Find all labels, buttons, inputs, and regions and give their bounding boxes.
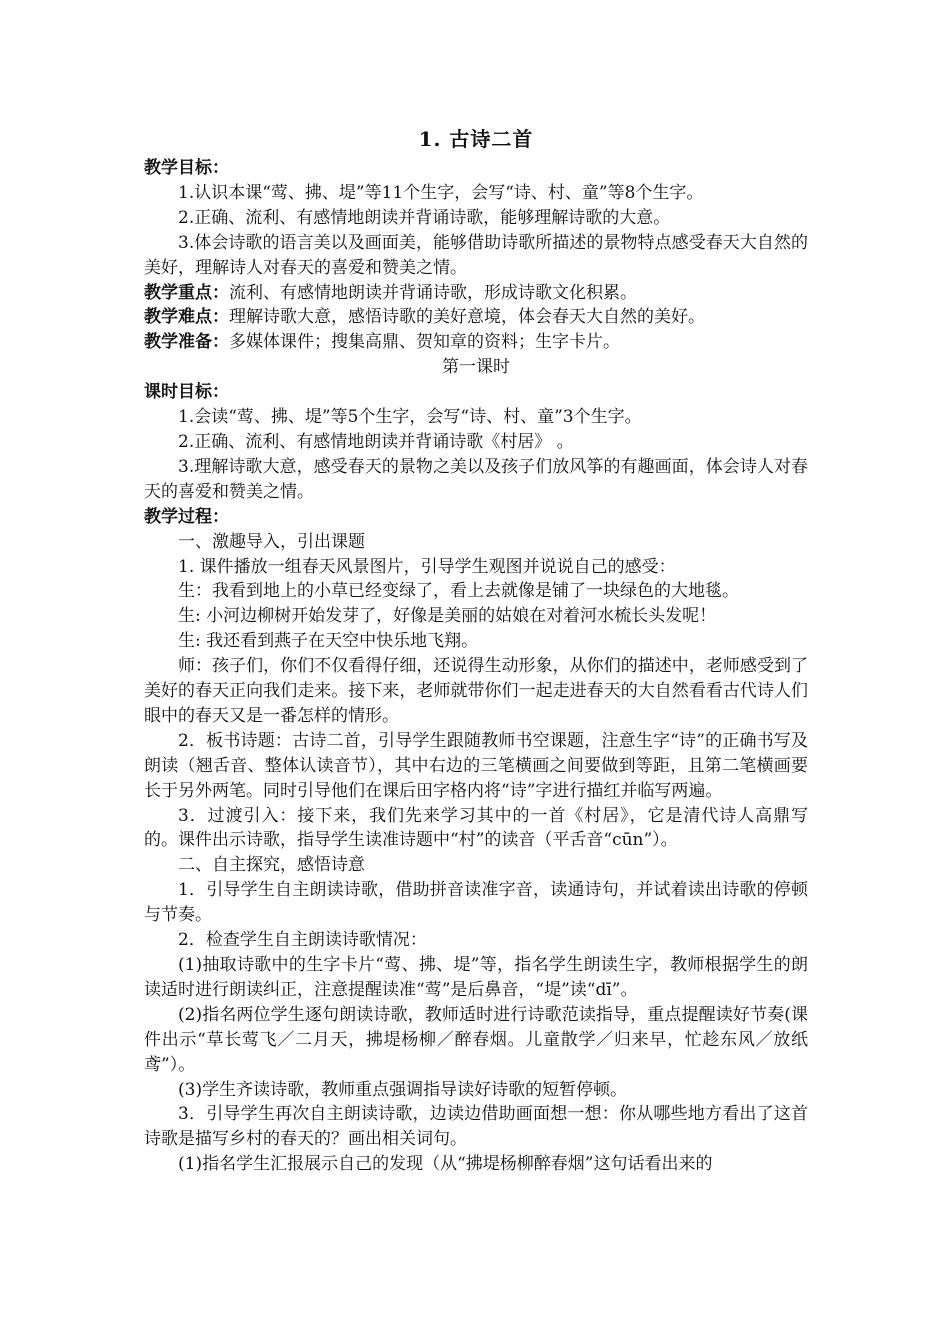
objective-item: 1.认识本课“莺、拂、堤”等11个生字，会写“诗、村、童”等8个生字。: [178, 182, 704, 203]
process-paragraph: 3．引导学生再次自主朗读诗歌，边读边借助画面想一想：你从哪些地方看出了这首诗歌是描写乡村的春天的？画出相关词句。: [144, 1104, 808, 1150]
objective-item: 3.体会诗歌的语言美以及画面美，能够借助诗歌所描述的景物特点感受春天大自然的美好，理解诗人对春天的喜爱和赞美之情。: [144, 232, 808, 278]
preparation-label: 教学准备：: [144, 332, 229, 353]
lesson-objective-item: 2.正确、流利、有感情地朗读并背诵诗歌《村居》 。: [178, 431, 574, 452]
process-paragraph: 生：我看到地上的小草已经变绿了，看上去就像是铺了一块绿色的大地毯。: [178, 581, 739, 602]
process-paragraph: 2．检查学生自主朗读诗歌情况：: [178, 930, 427, 951]
lesson-objective-item: 1.会读“莺、拂、堤”等5个生字，会写“诗、村、童”3个生字。: [178, 407, 642, 428]
lesson-objective-item: 3.理解诗歌大意，感受春天的景物之美以及孩子们放风筝的有趣画面，体会诗人对春天的喜爱和赞美之情。: [144, 456, 808, 502]
process-paragraph: (1)抽取诗歌中的生字卡片“莺、拂、堤”等，指名学生朗读生字，教师根据学生的朗读适时进行朗读纠正，注意提醒读准“莺”是后鼻音，“堤”读“dī”。: [144, 955, 808, 1000]
key-point-text: 流利、有感情地朗读并背诵诗歌，形成诗歌文化积累。: [229, 282, 637, 303]
process-paragraph: (2)指名两位学生逐句朗读诗歌，教师适时进行诗歌范读指导，重点提醒读好节奏(课件出示“草长莺飞／二月天，拂堤杨柳／醉春烟。儿童散学／归来早，忙趁东风／放纸鸢”）。: [144, 1004, 808, 1075]
document-title: 1. 古诗二首: [418, 127, 534, 151]
process-paragraph: 1．引导学生自主朗读诗歌，借助拼音读准字音，读通诗句，并试着读出诗歌的停顿与节奏。: [144, 880, 808, 926]
lesson-title: 第一课时: [442, 357, 510, 378]
process-paragraph: (3)学生齐读诗歌，教师重点强调指导读好诗歌的短暂停顿。: [178, 1079, 628, 1100]
difficulty-line: [144, 305, 808, 330]
lesson-plan-page: [144, 124, 808, 1177]
process-paragraph: (1)指名学生汇报展示自己的发现（从“拂堤杨柳醉春烟”这句话看出来的: [178, 1154, 713, 1175]
preparation-text: 多媒体课件；搜集高鼎、贺知章的资料；生字卡片。: [229, 332, 620, 353]
process-paragraph: 1. 课件播放一组春天风景图片，引导学生观图并说说自己的感受：: [178, 556, 676, 577]
process-paragraph: 生: 我还看到燕子在天空中快乐地飞翔。: [178, 631, 479, 652]
section-heading: 一、激趣导入，引出课题: [178, 531, 365, 552]
objective-item: 2.正确、流利、有感情地朗读并背诵诗歌，能够理解诗歌的大意。: [178, 207, 671, 228]
lesson-objectives-heading: 课时目标：: [144, 382, 229, 403]
process-heading: 教学过程：: [144, 506, 229, 527]
key-point-line: [144, 281, 808, 306]
difficulty-text: 理解诗歌大意，感悟诗歌的美好意境，体会春天大自然的美好。: [229, 307, 705, 328]
difficulty-label: 教学难点：: [144, 307, 229, 328]
process-paragraph: 2．板书诗题：古诗二首，引导学生跟随教师书空课题，注意生字“诗”的正确书写及朗读（翘舌音、整体认读音节），其中右边的三笔横画之间要做到等距，且第二笔横画要长于另外两笔。同时引导他们在课后田字格内将“诗”字进行描红并临写两遍。: [144, 730, 808, 801]
key-point-label: 教学重点：: [144, 282, 229, 303]
process-paragraph: 生: 小河边柳树开始发芽了，好像是美丽的姑娘在对着河水梳长头发呢！: [178, 606, 717, 627]
process-paragraph: 师：孩子们，你们不仅看得仔细，还说得生动形象，从你们的描述中，老师感受到了美好的春天正向我们走来。接下来，老师就带你们一起走进春天的大自然看看古代诗人们眼中的春天又是一番怎样的情形。: [144, 656, 808, 726]
process-paragraph: 3．过渡引入：接下来，我们先来学习其中的一首《村居》，它是清代诗人高鼎写的。课件出示诗歌，指导学生读准诗题中“村”的读音（平舌音“cūn”）。: [144, 805, 808, 851]
objectives-heading: 教学目标：: [144, 158, 229, 178]
preparation-line: [144, 330, 808, 355]
section-heading: 二、自主探究，感悟诗意: [178, 855, 365, 876]
